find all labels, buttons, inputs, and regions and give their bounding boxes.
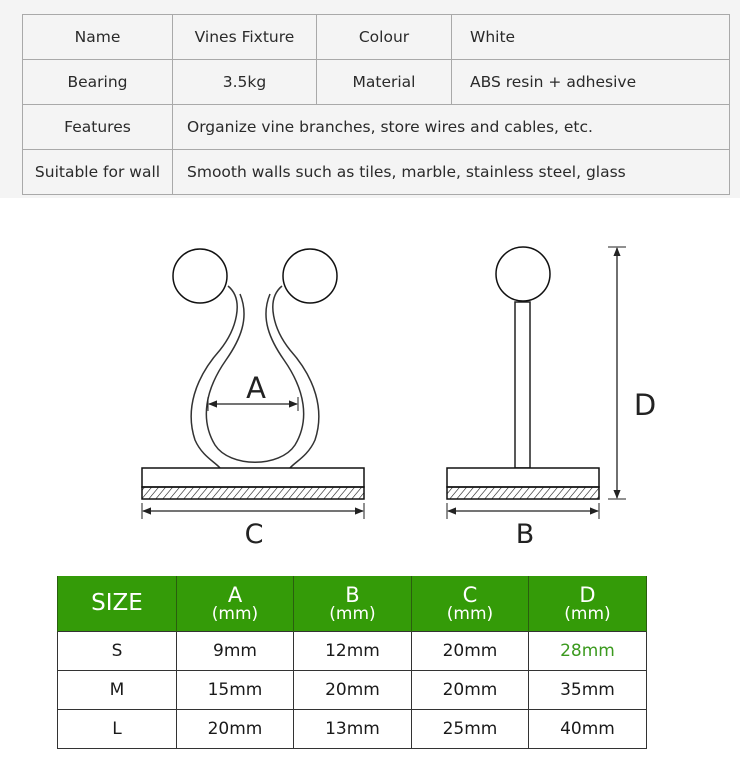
cell-c: 20mm <box>412 632 529 671</box>
cell-b: 13mm <box>294 710 412 749</box>
dimension-diagram <box>0 200 750 570</box>
cell-d: 40mm <box>529 710 647 749</box>
spec-table <box>22 14 730 195</box>
dimension-b-label: B <box>515 519 535 550</box>
spec-label: Colour <box>317 15 452 60</box>
size-table-header <box>58 576 647 632</box>
spec-value: Organize vine branches, store wires and cables, etc. <box>173 105 730 150</box>
spec-label: Name <box>23 15 173 60</box>
cell-d: 35mm <box>529 671 647 710</box>
spec-value: ABS resin + adhesive <box>452 60 730 105</box>
dimension-a-label: A <box>246 371 266 405</box>
dimension-c-label: C <box>244 519 264 550</box>
header-d: D (mm) <box>529 576 647 632</box>
side-head <box>496 247 550 301</box>
spec-label: Bearing <box>23 60 173 105</box>
header-size: SIZE <box>58 576 177 632</box>
cell-size: L <box>58 710 177 749</box>
table-row <box>58 632 647 671</box>
spec-value: Vines Fixture <box>173 15 317 60</box>
table-row <box>58 671 647 710</box>
cell-a: 20mm <box>177 710 294 749</box>
spec-row-features <box>23 105 730 150</box>
cell-size: S <box>58 632 177 671</box>
table-row <box>58 710 647 749</box>
spec-value: Smooth walls such as tiles, marble, stainless steel, glass <box>173 150 730 195</box>
spec-row-name <box>23 15 730 60</box>
front-base-plate <box>142 468 364 487</box>
spec-row-bearing <box>23 60 730 105</box>
header-c: C (mm) <box>412 576 529 632</box>
spec-value: White <box>452 15 730 60</box>
header-b: B (mm) <box>294 576 412 632</box>
side-base-plate <box>447 468 599 487</box>
cell-c: 20mm <box>412 671 529 710</box>
side-stem <box>515 302 530 468</box>
spec-value: 3.5kg <box>173 60 317 105</box>
cell-a: 9mm <box>177 632 294 671</box>
front-view-clip <box>173 249 337 468</box>
cell-size: M <box>58 671 177 710</box>
front-adhesive-layer <box>142 487 364 499</box>
size-table <box>57 576 647 749</box>
spec-label: Suitable for wall <box>23 150 173 195</box>
cell-b: 20mm <box>294 671 412 710</box>
cell-d: 28mm <box>529 632 647 671</box>
cell-a: 15mm <box>177 671 294 710</box>
header-a: A (mm) <box>177 576 294 632</box>
cell-b: 12mm <box>294 632 412 671</box>
spec-row-wall <box>23 150 730 195</box>
spec-label: Material <box>317 60 452 105</box>
dimension-d-label: D <box>633 388 657 422</box>
side-adhesive-layer <box>447 487 599 499</box>
cell-c: 25mm <box>412 710 529 749</box>
spec-label: Features <box>23 105 173 150</box>
